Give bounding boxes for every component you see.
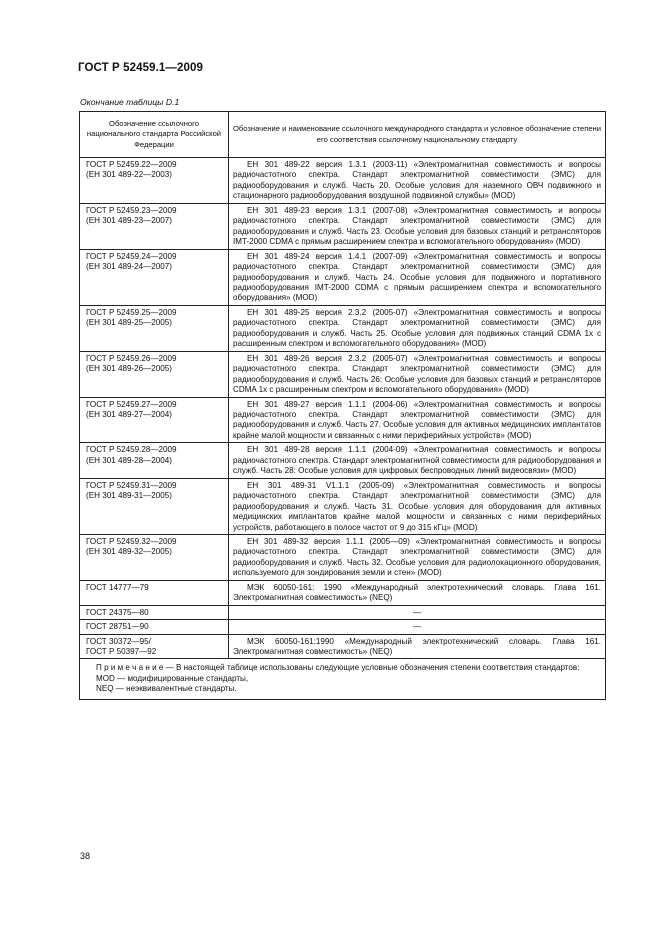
national-standard-code: ГОСТ Р 52459.24—2009 — [86, 251, 177, 261]
international-standard-cell — [229, 158, 606, 204]
note-item-mod: MOD — модифицированные стандарты, — [96, 673, 249, 683]
national-standard-code: ГОСТ 24375—80 — [86, 607, 149, 617]
national-standard-equivalent: (ЕН 301 489-25—2005) — [86, 318, 172, 328]
note-item-neq: NEQ — неэквивалентные стандарты. — [96, 684, 237, 694]
national-standard-code: ГОСТ Р 52459.23—2009 — [86, 205, 177, 215]
table-row — [80, 249, 606, 305]
international-standard-cell — [229, 634, 606, 659]
national-standard-equivalent: (ЕН 301 489-22—2003) — [86, 170, 172, 180]
international-standard-cell — [229, 605, 606, 619]
international-standard-cell — [229, 534, 606, 580]
note-text: П р и м е ч а н и е — В настоящей таблице использованы следующие условные обозначения степени соответствия стандартов: — [96, 663, 580, 673]
national-standard-cell — [80, 443, 229, 478]
international-standard-description: ЕН 301 489-25 версия 2.3.2 (2005-07) «Электромагнитная совместимость и вопросы радиочастотного спектра. Стандарт электромагнитной совместимости (ЭМС) для радиооборудования и служб. Часть 25. Особые условия для подвижных станций CDMA 1х с расширенным спектром и вспомогательного оборудования» (MOD) — [233, 307, 601, 349]
international-standard-cell — [229, 249, 606, 305]
page-number: 38 — [80, 851, 91, 861]
national-standard-code: ГОСТ Р 52459.27—2009 — [86, 399, 177, 409]
international-standard-description: ЕН 301 489-27 версия 1.1.1 (2004-06) «Электромагнитная совместимость и вопросы радиочастотного спектра. Стандарт электромагнитной совместимости (ЭМС) для радиооборудования и служб. Часть 27. Особые условия для активных медицинских имплантатов крайне малой мощности и связанных с ними периферийных устройств» (MOD) — [233, 399, 601, 440]
international-standard-description: ЕН 301 489-24 версия 1.4.1 (2007-09) «Электромагнитная совместимость и вопросы радиочастотного спектра. Стандарт электромагнитной совместимости (ЭМС) для радиооборудования и служб. Часть 24. Особые условия для подвижного и портативного радиооборудования IMT-2000 CDMA с прямым расширением спектра и вспомогательного оборудования» (MOD) — [233, 251, 601, 303]
table-caption: Окончание таблицы D.1 — [80, 97, 180, 107]
national-standard-equivalent: (ЕН 301 489-28—2004) — [86, 455, 172, 465]
table-row — [80, 580, 606, 605]
international-standard-description: ЕН 301 489-28 версия 1.1.1 (2004-09) «Электромагнитная совместимость и вопросы радиочастотного спектра. Стандарт электромагнитной совместимости для радиооборудования и служб. Часть 28: Особые условия для цифровых беспроводных линий видеосвязи» (MOD) — [233, 445, 601, 476]
national-standard-cell — [80, 305, 229, 351]
national-standard-cell — [80, 351, 229, 397]
national-standard-code: ГОСТ Р 52459.28—2009 — [86, 445, 177, 455]
table-row — [80, 158, 606, 204]
international-standard-cell — [229, 620, 606, 634]
national-standard-cell — [80, 634, 229, 659]
table-note — [80, 659, 606, 699]
table-row — [80, 605, 606, 619]
national-standard-cell — [80, 158, 229, 204]
national-standard-cell — [80, 620, 229, 634]
national-standard-equivalent: (ЕН 301 489-27—2004) — [86, 409, 172, 419]
international-standard-description: — — [412, 622, 422, 632]
column-header-national-standard: Обозначение ссылочного национального стандарта Российской Федерации — [80, 112, 229, 158]
reference-standards-table — [79, 111, 606, 700]
table-row — [80, 351, 606, 397]
international-standard-description: МЭК 60050-161:1990 «Международный электротехнический словарь. Глава 161. Электромагнитная совместимость» (NEQ) — [233, 636, 601, 657]
page-header-title: ГОСТ Р 52459.1—2009 — [78, 62, 203, 74]
table-row — [80, 203, 606, 249]
national-standard-cell — [80, 397, 229, 443]
national-standard-cell — [80, 478, 229, 534]
table-row — [80, 305, 606, 351]
international-standard-description: ЕН 301 489-32 версия 1.1.1 (2005—09) «Электромагнитная совместимость и вопросы радиочастотного спектра. Стандарт электромагнитной совместимости (ЭМС) для радиооборудования и служб. Часть 32. Особые условия для радиолокационного оборудования, используемого для зондирования земли и стен» (MOD) — [233, 536, 601, 578]
national-standard-code: ГОСТ 14777—79 — [86, 582, 149, 592]
international-standard-cell — [229, 397, 606, 443]
national-standard-code: ГОСТ Р 52459.31—2009 — [86, 480, 177, 490]
national-standard-code: ГОСТ Р 52459.22—2009 — [86, 160, 177, 169]
national-standard-code: ГОСТ 28751—90 — [86, 622, 149, 632]
international-standard-description: ЕН 301 489-22 версия 1.3.1 (2003-11) «Электромагнитная совместимость и вопросы радиочастотного спектра. Стандарт электромагнитной совместимости (ЭМС) для радиооборудования и служб. Часть 20. Особые условия для наземного ОВЧ подвижного и стационарного радиооборудования воздушной подвижной службы» (MOD) — [233, 160, 601, 201]
international-standard-description: ЕН 301 489-31 V1.1.1 (2005-09) «Электромагнитная совместимость и вопросы радиочастотного спектра. Стандарт электромагнитной совместимости (ЭМС) для радиооборудования и служб. Часть 31. Особые условия для оборудования для активных медицинских имплантатов крайне малой мощности и связанных с ними периферийных устройств, работающего в полосе частот от 9 до 315 кГц» (MOD) — [233, 480, 601, 532]
international-standard-cell — [229, 443, 606, 478]
national-standard-cell — [80, 534, 229, 580]
national-standard-code: ГОСТ 30372—95/ — [86, 636, 151, 646]
international-standard-cell — [229, 203, 606, 249]
international-standard-description: ЕН 301 489-26 версия 2.3.2 (2005-07) «Электромагнитная совместимость и вопросы радиочастотного спектра. Стандарт электромагнитной совместимости (ЭМС) для радиооборудования и служб. Часть 26: Особые условия для базовых станций и ретрансляторов CDMA 1х с расширенным спектром и вспомогательного оборудования» (MOD) — [233, 353, 601, 395]
column-header-international-standard: Обозначение и наименование ссылочного международного стандарта и условное обозначение степени его соответствия ссылочному национальному стандарту — [229, 112, 606, 158]
international-standard-cell — [229, 305, 606, 351]
international-standard-description: ЕН 301 489-23 версия 1.3.1 (2007-08) «Электромагнитная совместимость и вопросы радиочастотного спектра. Стандарт электромагнитной совместимости (ЭМС) для радиооборудования и служб. Часть 23. Особые условия для базовых станций и ретрансляторов IMT-2000 CDMA с прямым расширением спектра и вспомогательного оборудования» (MOD) — [233, 205, 601, 247]
table-row — [80, 397, 606, 443]
national-standard-code: ГОСТ Р 52459.26—2009 — [86, 353, 177, 363]
table-row — [80, 534, 606, 580]
international-standard-cell — [229, 478, 606, 534]
international-standard-cell — [229, 580, 606, 605]
national-standard-code: ГОСТ Р 52459.32—2009 — [86, 536, 177, 546]
national-standard-equivalent: (ЕН 301 489-24—2007) — [86, 262, 172, 272]
table-row — [80, 634, 606, 659]
table-row — [80, 620, 606, 634]
national-standard-equivalent: ГОСТ Р 50397—92 — [86, 647, 157, 657]
international-standard-cell — [229, 351, 606, 397]
national-standard-equivalent: (ЕН 301 489-26—2005) — [86, 364, 172, 374]
international-standard-description: МЭК 60050-161: 1990 «Международный электротехнический словарь. Глава 161. Электромагнитная совместимость» (NEQ) — [233, 582, 601, 603]
national-standard-equivalent: (ЕН 301 489-32—2005) — [86, 547, 172, 557]
national-standard-cell — [80, 249, 229, 305]
national-standard-cell — [80, 580, 229, 605]
international-standard-description: — — [412, 607, 422, 617]
table-row — [80, 478, 606, 534]
national-standard-equivalent: (ЕН 301 489-23—2007) — [86, 216, 172, 226]
national-standard-cell — [80, 605, 229, 619]
national-standard-code: ГОСТ Р 52459.25—2009 — [86, 307, 177, 317]
table-row — [80, 443, 606, 478]
national-standard-cell — [80, 203, 229, 249]
national-standard-equivalent: (ЕН 301 489-31—2005) — [86, 491, 172, 501]
